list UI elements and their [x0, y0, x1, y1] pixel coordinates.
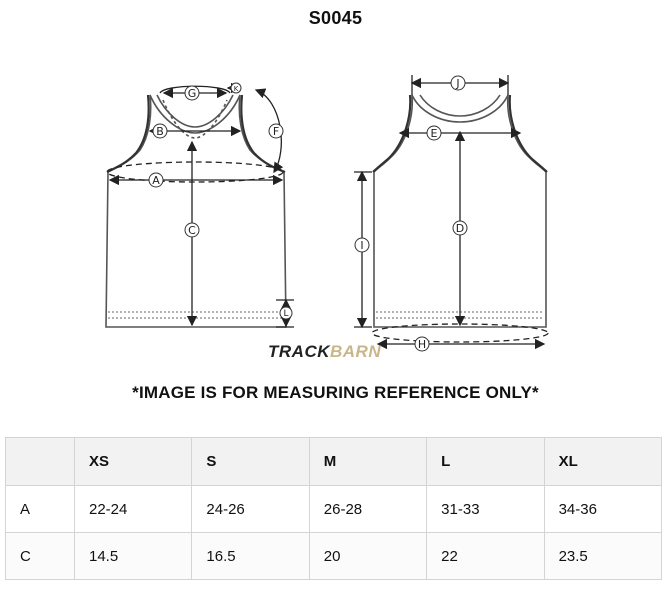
table-row	[6, 533, 662, 580]
product-code: S0045	[308, 8, 363, 28]
label-d: D	[455, 222, 465, 235]
table-cell: 31-33	[427, 486, 544, 533]
table-cell: 34-36	[544, 486, 661, 533]
label-h: H	[417, 338, 427, 351]
label-i: I	[360, 239, 364, 252]
label-k: K	[233, 85, 239, 93]
table-cell: C	[6, 533, 75, 580]
table-cell: 20	[309, 533, 426, 580]
front-tank-outline	[106, 95, 289, 327]
measurement-disclaimer: *IMAGE IS FOR MEASURING REFERENCE ONLY*	[132, 383, 539, 402]
table-header-row	[6, 438, 662, 486]
label-c: C	[188, 224, 196, 237]
table-cell: 22-24	[75, 486, 192, 533]
table-header-cell: M	[309, 438, 426, 486]
label-g: G	[187, 87, 197, 100]
table-row	[6, 486, 662, 533]
brand-logo	[268, 342, 381, 362]
table-header-cell: L	[427, 438, 544, 486]
label-l: L	[283, 309, 289, 319]
table-cell: 14.5	[75, 533, 192, 580]
table-header-cell: XS	[75, 438, 192, 486]
table-cell: 23.5	[544, 533, 661, 580]
measure-label-circles	[149, 76, 467, 351]
table-cell: 24-26	[192, 486, 309, 533]
table-cell: 22	[427, 533, 544, 580]
table-cell: A	[6, 486, 75, 533]
table-cell: 16.5	[192, 533, 309, 580]
label-f: F	[272, 125, 280, 138]
table-header-cell: S	[192, 438, 309, 486]
brand-logo-part2: BARN	[330, 342, 382, 361]
label-e: E	[430, 127, 438, 140]
table-cell: 26-28	[309, 486, 426, 533]
size-chart-table	[5, 437, 662, 580]
label-b: B	[156, 125, 164, 138]
label-a: A	[152, 174, 160, 187]
table-header-cell: XL	[544, 438, 661, 486]
table-header-cell	[6, 438, 75, 486]
brand-logo-part1: TRACK	[268, 342, 330, 361]
label-j: J	[456, 77, 460, 90]
